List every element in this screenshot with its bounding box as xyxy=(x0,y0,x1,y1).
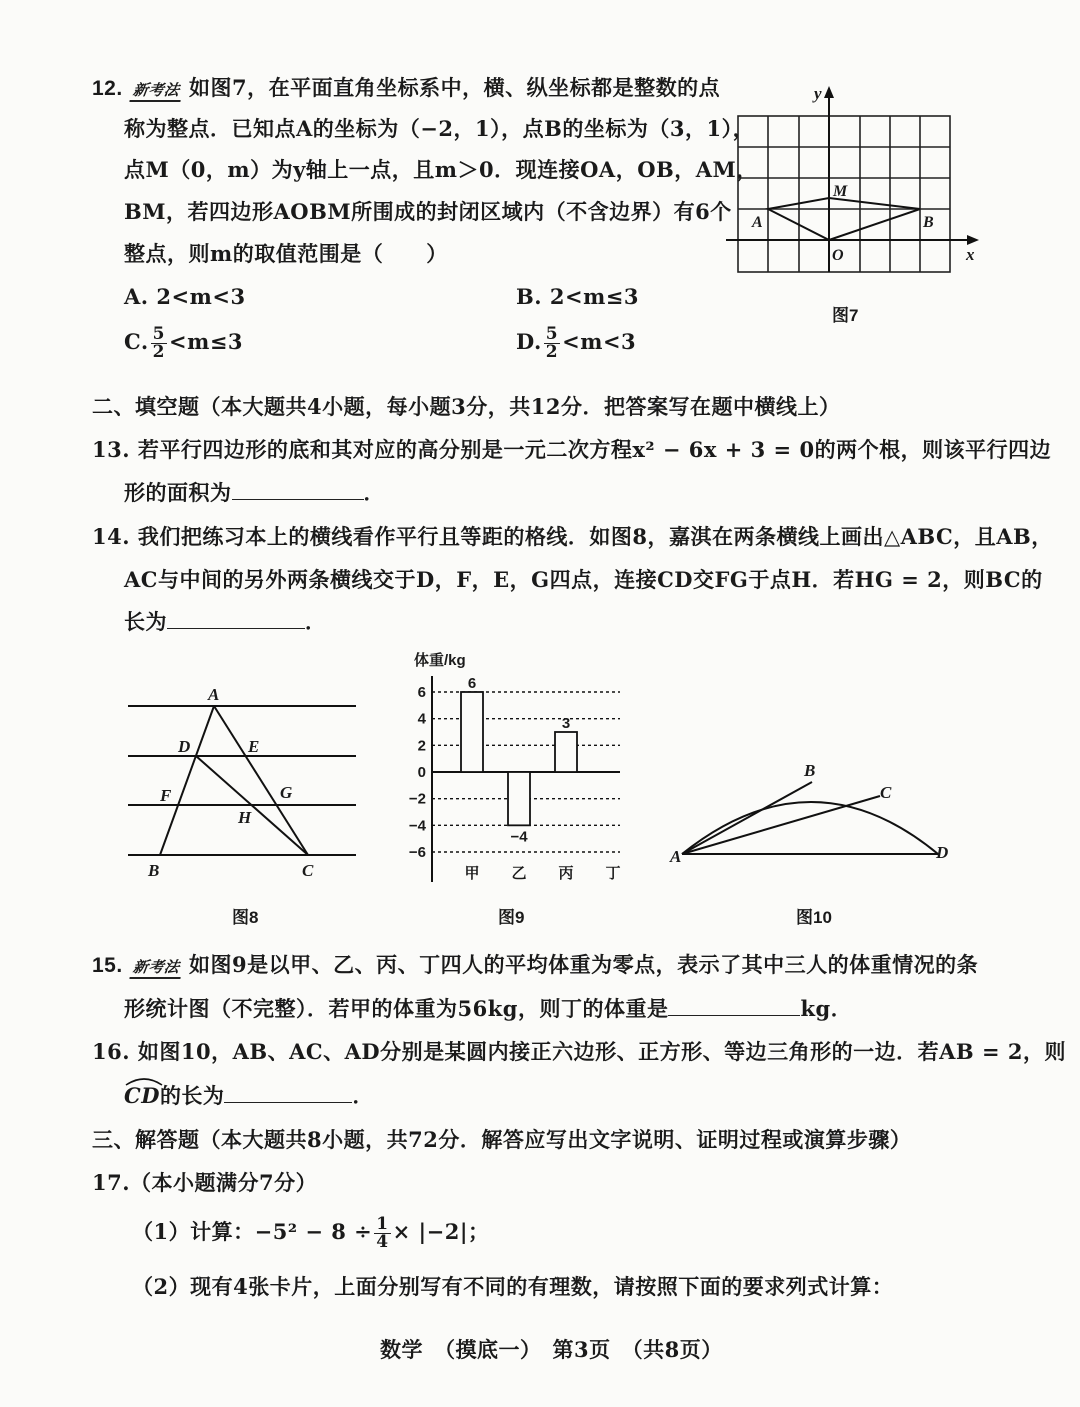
page-footer: 数学 （摸底一） 第3页 （共8页） xyxy=(380,1337,723,1362)
label-m: M xyxy=(833,183,848,200)
y-axis-arrow xyxy=(824,86,834,98)
label-b: B xyxy=(804,761,816,780)
figure-8-caption: 图8 xyxy=(232,908,259,927)
fraction: $\frac{5}{2}$ xyxy=(545,324,559,362)
q14-line-2: AC与中间的另外两条横线交于D，F，E，G四点，连接CD交FG于点H．若HG = 2，则BC的 xyxy=(124,567,1043,592)
y-tick-label: −6 xyxy=(408,844,426,861)
figure-8 xyxy=(120,680,370,890)
circle-arc xyxy=(682,802,938,854)
figure-10-caption: 图10 xyxy=(796,908,832,927)
figure-9-chart xyxy=(408,648,632,888)
label-c: C xyxy=(880,783,892,802)
label-d: D xyxy=(936,843,949,862)
bar-3 xyxy=(555,732,577,772)
bar-1 xyxy=(461,692,483,772)
chart-bars xyxy=(461,692,577,825)
data-label: 3 xyxy=(561,715,571,732)
y-tick-label: 0 xyxy=(417,764,426,781)
chart-y-ticks xyxy=(409,684,427,861)
answer-blank[interactable] xyxy=(232,477,364,500)
q14-line-3: 长为 ． xyxy=(124,606,327,636)
category-label: 甲 xyxy=(464,865,480,882)
x-axis-arrow xyxy=(967,235,979,245)
category-label: 乙 xyxy=(511,865,527,882)
label-a: A xyxy=(752,214,763,231)
q12-option-b: B. 2<m≤3 xyxy=(516,284,640,309)
data-label: 6 xyxy=(467,675,477,692)
label-a: A xyxy=(670,847,682,866)
label-d: D xyxy=(178,737,191,756)
new-method-tag: 新考法 xyxy=(129,79,183,102)
label-c: C xyxy=(302,861,314,880)
q12-line-1 xyxy=(92,72,720,102)
section-2-title: 二、填空题（本大题共4小题，每小题3分，共12分．把答案写在题中横线上） xyxy=(92,394,841,419)
section-3-title: 三、解答题（本大题共8小题，共72分．解答应写出文字说明、证明过程或演算步骤） xyxy=(92,1127,912,1152)
q16-line-2: CD的长为 ． xyxy=(124,1080,374,1110)
q12-line-3: 点M（0，m）为y轴上一点，且m＞0．现连接OA，OB，AM， xyxy=(124,157,758,182)
q17-part-2: （2）现有4张卡片，上面分别写有不同的有理数，请按照下面的要求列式计算： xyxy=(132,1274,894,1299)
q15-line-2: 形统计图（不完整）．若甲的体重为56kg，则丁的体重是 kg． xyxy=(124,993,852,1023)
answer-blank[interactable] xyxy=(224,1080,352,1103)
q12-number: 12. xyxy=(92,77,123,100)
ruled-lines xyxy=(128,706,356,855)
q12-line-4: BM，若四边形AOBM所围成的封闭区域内（不含边界）有6个 xyxy=(124,199,732,224)
q16-line-1: 16. 如图10，AB、AC、AD分别是某圆内接正六边形、正方形、等边三角形的一边．若AB = 2，则 xyxy=(92,1039,1066,1064)
label-h: H xyxy=(238,808,252,827)
quadrilateral-aobm xyxy=(768,198,920,240)
chart-y-label: 体重/kg xyxy=(414,652,466,669)
data-label: −4 xyxy=(510,828,528,846)
y-tick-label: 2 xyxy=(417,737,426,755)
y-tick-label: −4 xyxy=(408,817,426,835)
answer-blank[interactable] xyxy=(167,606,305,629)
label-o: O xyxy=(832,247,844,264)
category-label: 丁 xyxy=(605,865,621,882)
q13-line-2: 形的面积为 ． xyxy=(124,477,385,507)
fraction: $\frac{1}{4}$ xyxy=(376,1214,389,1252)
figure-7-caption: 图7 xyxy=(832,306,859,325)
label-g: G xyxy=(280,783,293,802)
y-tick-label: −2 xyxy=(408,790,426,808)
q17-part-1: （1）计算：−5² − 8 ÷ $\frac{1}{4}$ × |−2|； xyxy=(132,1214,490,1252)
answer-blank[interactable] xyxy=(668,993,800,1016)
q15-line-1: 15. 新考法 如图9是以甲、乙、丙、丁四人的平均体重为零点，表示了其中三人的体重情况的条 xyxy=(92,952,979,977)
q12-option-a: A. 2<m<3 xyxy=(124,284,246,309)
y-tick-label: 6 xyxy=(417,684,426,701)
q13-line-1: 13. 若平行四边形的底和其对应的高分别是一元二次方程x² − 6x + 3 = 0的两个根，则该平行四边 xyxy=(92,437,1052,462)
q12-line-2: 称为整点．已知点A的坐标为（−2，1），点B的坐标为（3，1）， xyxy=(124,116,755,141)
chart-categories xyxy=(464,865,620,882)
new-method-tag: 新考法 xyxy=(129,956,183,979)
fraction: $\frac{5}{2}$ xyxy=(152,324,165,362)
figure-10 xyxy=(662,760,962,870)
triangle-abc xyxy=(160,706,308,855)
q12-text-1: 如图7，在平面直角坐标系中，横、纵坐标都是整数的点 xyxy=(189,75,721,100)
label-f: F xyxy=(160,786,172,805)
figure-7 xyxy=(720,82,990,297)
label-y: y xyxy=(814,84,822,103)
chords xyxy=(682,782,938,854)
bar-2 xyxy=(508,772,530,825)
label-b: B xyxy=(148,861,160,880)
q14-line-1: 14. 我们把练习本上的横线看作平行且等距的格线．如图8，嘉淇在两条横线上画出△ABC，且AB， xyxy=(92,524,1053,549)
q12-line-5: 整点，则m的取值范围是（ ） xyxy=(124,241,448,266)
label-e: E xyxy=(248,737,260,756)
figure-9-caption: 图9 xyxy=(498,908,525,927)
label-a: A xyxy=(208,685,220,704)
label-x: x xyxy=(966,245,975,264)
label-b: B xyxy=(923,214,934,231)
q17-title: 17.（本小题满分7分） xyxy=(92,1170,318,1195)
q12-option-d: D. $\frac{5}{2}$ <m<3 xyxy=(516,324,637,362)
q12-option-c: C. $\frac{5}{2}$ <m≤3 xyxy=(124,324,244,362)
y-tick-label: 4 xyxy=(417,710,426,728)
category-label: 丙 xyxy=(558,865,574,882)
arc-cd: CD xyxy=(124,1083,160,1108)
